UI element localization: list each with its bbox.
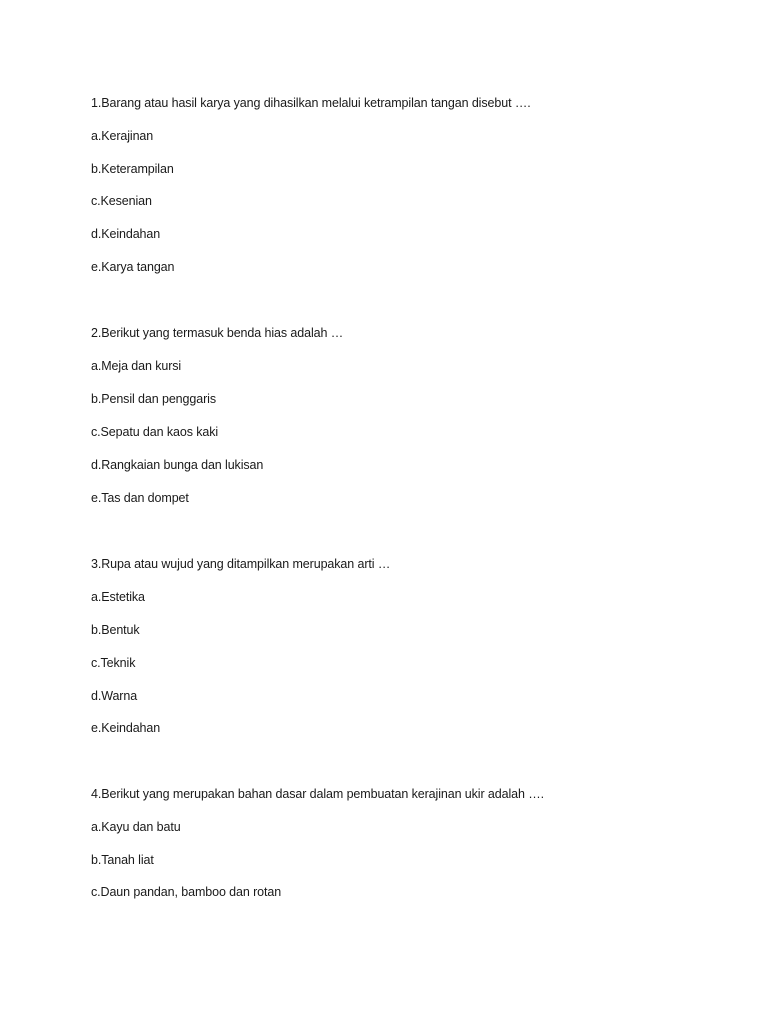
question-3-option-d: d.Warna — [91, 689, 138, 703]
question-1-option-b: b.Keterampilan — [91, 162, 174, 176]
question-3-text: 3.Rupa atau wujud yang ditampilkan merupakan arti … — [91, 557, 391, 571]
question-4-option-b: b.Tanah liat — [91, 853, 154, 867]
question-1-option-d: d.Keindahan — [91, 227, 161, 241]
question-2-option-d: d.Rangkaian bunga dan lukisan — [91, 458, 264, 472]
question-4-option-a: a.Kayu dan batu — [91, 820, 181, 834]
question-1-option-c: c.Kesenian — [91, 194, 152, 208]
question-2-option-a: a.Meja dan kursi — [91, 359, 182, 373]
question-4-option-c: c.Daun pandan, bamboo dan rotan — [91, 885, 282, 899]
question-3-option-a: a.Estetika — [91, 590, 145, 604]
question-2-text: 2.Berikut yang termasuk benda hias adalah … — [91, 326, 344, 340]
question-3-option-b: b.Bentuk — [91, 623, 140, 637]
question-1-text: 1.Barang atau hasil karya yang dihasilkan melalui ketrampilan tangan disebut …. — [91, 96, 531, 110]
question-2-option-b: b.Pensil dan penggaris — [91, 392, 216, 406]
question-2-option-e: e.Tas dan dompet — [91, 491, 189, 505]
question-3-option-c: c.Teknik — [91, 656, 136, 670]
question-4-text: 4.Berikut yang merupakan bahan dasar dalam pembuatan kerajinan ukir adalah …. — [91, 787, 545, 801]
question-3-option-e: e.Keindahan — [91, 721, 161, 735]
question-1-option-e: e.Karya tangan — [91, 260, 175, 274]
question-1-option-a: a.Kerajinan — [91, 129, 154, 143]
question-2-option-c: c.Sepatu dan kaos kaki — [91, 425, 219, 439]
